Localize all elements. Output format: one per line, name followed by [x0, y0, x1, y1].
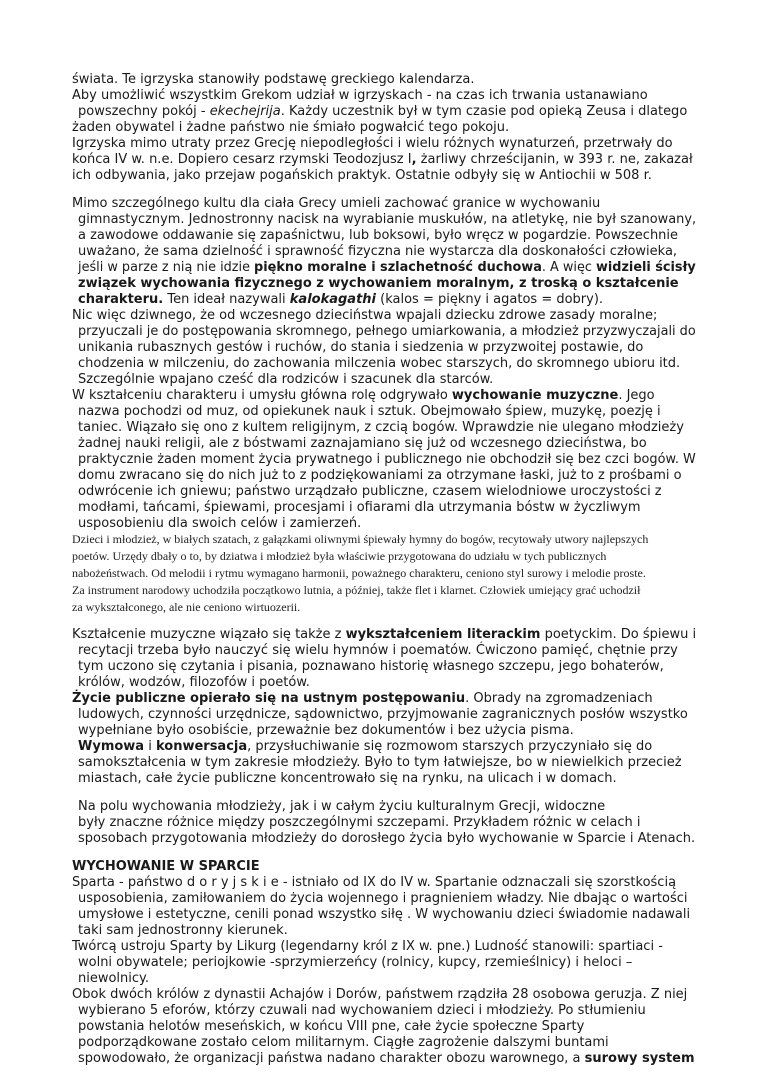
text-line: powszechny pokój - ekechejrija. Każdy uczestnik był w tym czasie pod opieką Zeusa i dlatego — [78, 104, 688, 119]
text-line: unikania rubasznych gestów i ruchów, do stania i siedzenia w przyzwoitej postawie, do — [78, 340, 644, 355]
quote-line: Za instrument narodowy uchodziła początkowo lutnia, a później, także flet i klarnet. Człowiek umiejący grać uchodził — [72, 583, 641, 597]
text-line: Życie publiczne opierało się na ustnym postępowaniu. Obrady na zgromadzeniach — [72, 691, 653, 706]
text-line: Aby umożliwić wszystkim Grekom udział w igrzyskach - na czas ich trwania ustanawiano — [72, 88, 648, 103]
text-line: Nic więc dziwnego, że od wczesnego dzieciństwa wpajali dziecku zdrowe zasady moralne; — [72, 308, 658, 323]
text-line: Kształcenie muzyczne wiązało się także z wykształceniem literackim poetyckim. Do śpiewu i — [72, 627, 697, 642]
text-line: żaden obywatel i żadne państwo nie śmiało pogwałcić tego pokoju. — [72, 120, 510, 135]
text-line: odwrócenie ich gniewu; państwo urządzało publiczne, czasem wielodniowe uroczystości z — [78, 484, 662, 499]
text-line: miastach, całe życie publiczne koncentrowało się na rynku, na ulicach i w domach. — [78, 771, 617, 786]
text-line: wypełniane było osobiście, przeważnie bez dokumentów i bez użycia pisma. — [78, 723, 574, 738]
text-line: nazwa pochodzi od muz, od opiekunek nauk i sztuk. Obejmowało śpiew, muzykę, poezję i — [78, 404, 661, 419]
text-line: końca IV w. n.e. Dopiero cesarz rzymski Teodozjusz I, żarliwy chrześcijanin, w 393 r. ne, zakazał — [72, 152, 693, 167]
text-line: Sparta - państwo d o r y j s k i e - istniało od IX do IV w. Spartanie odznaczali się szorstkością — [72, 875, 677, 890]
text-line: Obok dwóch królów z dynastii Achajów i Dorów, państwem rządziła 28 osobowa geruzja. Z niej — [72, 987, 688, 1002]
text-line: umysłowe i estetyczne, cenili ponad wszystko siłę . W wychowaniu dzieci świadomie nadawali — [78, 907, 691, 922]
text-line: ich odbywania, jako przejaw pogańskich praktyk. Ostatnie odbyły się w Antiochii w 508 r. — [72, 168, 652, 183]
text-line: tym uczono się czytania i pisania, poznawano historię własnego szczepu, jego bohaterów, — [78, 659, 664, 674]
text-line: były znaczne różnice między poszczególnymi szczepami. Przykładem różnic w celach i — [78, 815, 641, 830]
text-line: podporządkowane zostało celom militarnym. Ciągłe zagrożenie dalszymi buntami — [78, 1035, 609, 1050]
text-line: niewolnicy. — [78, 971, 150, 986]
text-line: a zawodowe oddawanie się zapaśnictwu, lub boksowi, było wręcz w pogardzie. Powszechnie — [78, 228, 679, 243]
text-line: domu zwracano się do nich już to z podziękowaniami za otrzymane łaski, już to z prośbami o — [78, 468, 682, 483]
text-line: charakteru. Ten ideał nazywali kalokagathi (kalos = piękny i agatos = dobry). — [78, 292, 604, 307]
text-line: jeśli w parze z nią nie idzie piękno moralne i szlachetność duchowa. A więc widzieli ścisły — [78, 260, 696, 275]
text-line: Na polu wychowania młodzieży, jak i w całym życiu kulturalnym Grecji, widoczne — [78, 799, 606, 814]
quote-line: nabożeństwach. Od melodii i rytmu wymagano harmonii, poważnego charakteru, ceniono styl surowy i melodie proste. — [72, 566, 646, 580]
text-line: modłami, tańcami, śpiewami, procesjami i ofiarami dla utrzymania bóstw w życzliwym — [78, 500, 641, 515]
quote-line: Dzieci i młodzież, w białych szatach, z gałązkami oliwnymi śpiewały hymny do bogów, recytowały utwory najlepszych — [72, 532, 649, 546]
text-line: gimnastycznym. Jednostronny nacisk na wyrabianie muskułów, na atletykę, nie był szanowany, — [78, 212, 697, 227]
text-line: samokształcenia w tym zakresie młodzieży. Było to tym łatwiejsze, bo w niewielkich przecież — [78, 755, 682, 770]
text-line: uważano, że sama dzielność i sprawność fizyczna nie wystarcza dla doskonałości człowieka, — [78, 244, 678, 259]
text-line: usposobieniu dla swoich celów i zamierzeń. — [78, 516, 362, 531]
text-line: Szczególnie wpajano cześć dla rodziców i szacunek dla starców. — [78, 372, 494, 387]
quote-line: za wykształconego, ale nie ceniono wirtuozerii. — [72, 600, 301, 614]
text-line: żadnej nauki religii, ale z bóstwami zaznajamiano się już od wczesnego dzieciństwa, bo — [78, 436, 647, 451]
section-heading: WYCHOWANIE W SPARCIE — [72, 859, 260, 874]
text-line: Wymowa i konwersacja, przysłuchiwanie się rozmowom starszych przyczyniało się do — [78, 739, 653, 754]
text-line: W kształceniu charakteru i umysłu główna rolę odgrywało wychowanie muzyczne. Jego — [72, 388, 655, 403]
text-line: taniec. Wiązało się ono z kultem religijnym, z czcią bogów. Wprawdzie nie ulegano młodzieży — [78, 420, 684, 435]
text-line: recytacji trzeba było nauczyć się wielu hymnów i poematów. Ćwiczono pamięć, chętnie przy — [78, 643, 678, 658]
text-line: przyuczali je do postępowania skromnego, pełnego umiarkowania, a młodzież przyzwyczajali do — [78, 324, 696, 339]
text-line: królów, wodzów, filozofów i poetów. — [78, 675, 310, 690]
text-line: Mimo szczególnego kultu dla ciała Grecy umieli zachować granice w wychowaniu — [72, 196, 601, 211]
text-line: Igrzyska mimo utraty przez Grecję niepodległości i wielu różnych wynaturzeń, przetrwały do — [72, 136, 673, 151]
text-line: praktycznie żaden moment życia prywatnego i publicznego nie obchodził się bez czci bogów. W — [78, 452, 696, 467]
text-line: świata. Te igrzyska stanowiły podstawę greckiego kalendarza. — [72, 72, 475, 87]
term-ekechejrija: ekechejrija — [209, 104, 281, 119]
text-line: usposobienia, zamiłowaniem do życia wojennego i pragnieniem władzy. Nie dbając o wartości — [78, 891, 688, 906]
text-line: ludowych, czynności urzędnicze, sądownictwo, przyjmowanie zagranicznych posłów wszystko — [78, 707, 688, 722]
text-line: wybierano 5 eforów, którzy czuwali nad wychowaniem dzieci i młodzieży. Po stłumieniu — [78, 1003, 646, 1018]
quote-line: poetów. Urzędy dbały o to, by dziatwa i młodzież była właściwie przygotowana do udziału w tych publicznych — [72, 549, 607, 563]
text-line: związek wychowania fizycznego z wychowaniem moralnym, z troską o kształcenie — [78, 276, 679, 291]
text-line: Twórcą ustroju Sparty by Likurg (legendarny król z IX w. pne.) Ludność stanowili: spartiaci - — [72, 939, 663, 954]
text-line: spowodowało, że organizacji państwa nadano charakter obozu warownego, a surowy system — [78, 1051, 695, 1066]
text-line: taki sam jednostronny kierunek. — [78, 923, 288, 938]
term-kalokagathi: kalokagathi — [289, 292, 377, 307]
text-line: wolni obywatele; periojkowie -sprzymierzeńcy (rolnicy, kupcy, rzemieślnicy) i heloci – — [78, 955, 633, 970]
text-line: chodzenia w milczeniu, do zachowania milczenia wobec starszych, do skromnego ubioru itd. — [78, 356, 681, 371]
text-line: sposobach przygotowania młodzieży do dorosłego życia było wychowanie w Sparcie i Atenach. — [78, 831, 696, 846]
text-line: powstania helotów meseńskich, w końcu VIII pne, całe życie społeczne Sparty — [78, 1019, 585, 1034]
